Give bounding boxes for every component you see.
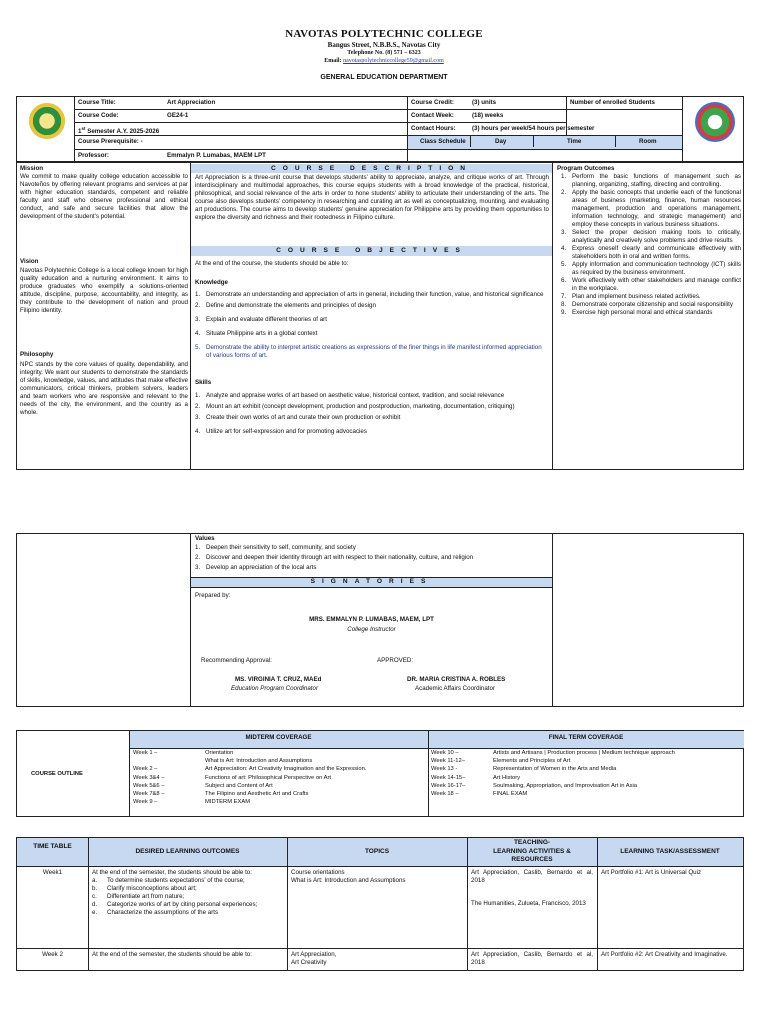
knowledge-item: 3. Explain and evaluate different theories of art [195, 316, 327, 323]
final-row: Week 16-17– Soulmaking, Appropriation, and Improvisation Art in Asia [431, 782, 638, 789]
values-heading: Values [195, 535, 215, 542]
program-outcomes-heading: Program Outcomes [557, 165, 615, 172]
knowledge-item: 1. Demonstrate an understanding and appreciation of arts in general, including their function, value, and historical significance [195, 291, 544, 298]
skills-list [195, 392, 547, 436]
college-telephone: Telephone No. (8) 571 – 6323 [347, 50, 421, 56]
final-row: Week 11-12– Elements and Principles of Art [431, 758, 571, 765]
week1-outcomes: At the end of the semester, the students should be able to: a. To determine students expectations' of the course; b. Clarify misconceptions about art; c. Differentiate art from nature; d. Categorize works of art by citing personal experiences; e. Characterize the assumptions of the arts [92, 869, 284, 917]
program-outcomes-list [561, 173, 741, 317]
course-credit: (3) units [472, 99, 497, 106]
values-item: 2. Discover and deepen their identity through art with respect to their nationality, culture, and religion [195, 554, 474, 561]
values-list [195, 544, 547, 572]
course-objectives-band: COURSE OBJECTIVES [191, 246, 552, 256]
course-title-label: Course Title: [78, 99, 116, 106]
week2-task: Art Portfolio #2: Art Creativity and Imaginative. [601, 951, 728, 958]
week2-label: Week 2 [42, 951, 63, 958]
contact-week-label: Contact Week: [411, 112, 454, 119]
knowledge-item: 4. Situate Philippine arts in a global context [195, 330, 318, 337]
values-item: 3. Develop an appreciation of the local arts [195, 564, 317, 571]
professor-label: Professor: [78, 152, 109, 159]
midterm-row: Week 7&8 – The Filipino and Aesthetic Art and Crafts [133, 791, 309, 798]
professor-name: Emmalyn P. Lumabas, MAEM LPT [167, 152, 266, 159]
approver-role: Academic Affairs Coordinator [415, 685, 496, 692]
contact-hours-label: Contact Hours: [411, 125, 456, 132]
week1-resource: Art Appreciation, Caslib, Bernardo et al, 2018 [471, 869, 593, 884]
learning-plan-table [16, 837, 744, 971]
contact-week: (18) weeks [472, 112, 504, 119]
week2-topic: Art Appreciation, [291, 951, 337, 958]
outcome-item: 5. Apply information and communication technology (ICT) skills as required by the business environment. [561, 261, 741, 276]
objectives-intro: At the end of the course, the students should be able to: [195, 260, 349, 267]
schedule-time-header: Time [567, 138, 582, 145]
final-row: Week 14-15– Art History [431, 774, 521, 781]
course-title: Art Appreciation [167, 99, 216, 106]
city-seal-icon [695, 102, 735, 142]
knowledge-item: 2. Define and demonstrate the elements and principles of design [195, 302, 376, 309]
college-email [0, 58, 768, 64]
outcome-item: 6. Work effectively with other stakeholders and manage conflict in the workplace. [561, 277, 741, 292]
outcome-row: a. To determine students expectations' of the course; [92, 877, 245, 884]
vision-text: Navotas Polytechnic College is a local college known for high quality education and a nurturing environment. It aims to produce graduates who exemplify a solutions-oriented attitude, discipline, purpose, accountability, and integrity, as they contribute to the development of nation and proud Filipino identity. [20, 267, 188, 314]
course-code-label: Course Code: [78, 112, 119, 119]
course-outline-table [16, 730, 744, 817]
final-row: Week 10 – Artists and Artisans | Production process | Medium technique approach [431, 750, 675, 756]
skills-item: 1. Analyze and appraise works of art based on aesthetic value, historical context, tradition, and social relevance [195, 392, 505, 399]
week1-task: Art Portfolio #1: Art is Universal Quiz [601, 869, 702, 876]
philosophy-text: NPC stands by the core values of quality, dependability, and integrity. We want our students to demonstrate the standards of skills, knowledge, values, and attitudes that make effective communicators, critical thinkers, problem solvers, leaders and team workers who are responsive and relevant to the needs of the city, the environment, and the country as a whole. [20, 361, 188, 416]
skills-heading: Skills [195, 379, 212, 386]
department-title: GENERAL EDUCATION DEPARTMENT [320, 74, 448, 81]
time-table-header: TIME TABLE [33, 843, 72, 850]
week2-topic: Art Creativity [291, 959, 327, 966]
class-schedule-label: Class Schedule [420, 138, 466, 145]
schedule-room-header: Room [639, 138, 657, 145]
email-label: Email: [324, 58, 342, 64]
week1-topic: What is Art: Introduction and Assumptions [291, 877, 406, 884]
recommender-name: MS. VIRGINIA T. CRUZ, MAEd [235, 676, 322, 683]
week1-resource: The Humanities, Zulueta, Francisco, 2013 [471, 900, 586, 907]
final-list [431, 749, 741, 798]
outcome-row: b. Clarify misconceptions about art; [92, 885, 197, 892]
college-seal-icon [29, 103, 65, 139]
outcome-item: 8. Demonstrate corporate citizenship and social responsibility [561, 301, 733, 308]
college-address: Bangus Street, N.B.B.S., Navotas City [327, 41, 441, 49]
outcome-item: 1. Perform the basic functions of management such as planning, organizing, staffing, directing and controlling. [561, 173, 741, 188]
outcome-item: 4. Express oneself clearly and communicate effectively with stakeholders both in oral and written forms. [561, 245, 741, 260]
preparer-name: MRS. EMMALYN P. LUMABAS, MAEM, LPT [309, 616, 434, 623]
knowledge-heading: Knowledge [195, 279, 229, 286]
task-header: LEARNING TASK/ASSESSMENT [620, 848, 720, 855]
outcome-item: 7. Plan and implement business related activities. [561, 293, 701, 300]
philosophy-heading: Philosophy [20, 351, 54, 358]
email-link[interactable]: navotaspolytechniccollege59@gmail.com [343, 58, 444, 64]
course-code: GE24-1 [167, 112, 189, 119]
recommending-approval-label: Recommending Approval: [201, 657, 272, 664]
outcome-row: e. Characterize the assumptions of the arts [92, 909, 219, 916]
course-description-band: COURSE DESCRIPTION [191, 164, 552, 173]
preparer-role: College Instructor [347, 626, 396, 633]
knowledge-item: 5. Demonstrate the ability to interpret artistic creations as expressions of the finer things in life manifest informed appreciation of various forms of art. [195, 344, 542, 359]
signatories-band: SIGNATORIES [191, 577, 552, 587]
contact-hours: (3) hours per week/54 hours per semester [472, 125, 595, 132]
vision-heading: Vision [20, 258, 39, 265]
mission-text: We commit to make quality college education accessible to Navoteños by offering relevant programs and services at par with higher education standards, competent and reliable faculty and staff who observe professional and ethical conduct, and safe and secure facilities that allow the development of the student's potential. [20, 173, 188, 220]
knowledge-list [195, 291, 547, 360]
midterm-row: What is Art: Introduction and Assumptions [205, 758, 313, 765]
midterm-row: Week 3&4 – Functions of art: Philosophical Perspective on Art [133, 774, 331, 781]
outcome-row: d. Categorize works of art by citing personal experiences; [92, 901, 258, 908]
enrolled-students-label: Number of enrolled Students [570, 99, 655, 106]
topics-header: TOPICS [364, 848, 390, 855]
course-description-section [16, 162, 744, 470]
final-coverage-heading: FINAL TERM COVERAGE [548, 734, 624, 741]
mission-heading: Mission [20, 165, 44, 172]
course-info-table [16, 96, 744, 162]
semester: 1st Semester A.Y. 2025-2026 [78, 126, 160, 136]
skills-item: 4. Utilize art for self-expression and for promoting advocacies [195, 428, 367, 435]
values-item: 1. Deepen their sensitivity to self, community, and society [195, 544, 356, 551]
midterm-row: Week 9 – MIDTERM EXAM [133, 799, 251, 806]
midterm-row: Week 1 – Orientation [133, 750, 234, 756]
course-prerequisite: Course Prerequisite: - [78, 138, 143, 145]
midterm-list [133, 749, 425, 806]
prepared-by-label: Prepared by: [195, 592, 231, 599]
resources-header: TEACHING- LEARNING ACTIVITIES & RESOURCES [493, 839, 571, 863]
outcomes-header: DESIRED LEARNING OUTCOMES [135, 848, 240, 855]
outcome-item: 3. Select the proper decision making tools to critically, analytically and creatively solve problems and drive results [561, 229, 741, 244]
schedule-day-header: Day [495, 138, 507, 145]
midterm-coverage-heading: MIDTERM COVERAGE [245, 734, 312, 741]
week2-resource: Art Appreciation, Caslib, Bernardo et al, 2018 [471, 951, 593, 966]
final-row: Week 13 - Representation of Women in the Arts and Media [431, 766, 617, 773]
course-outline-label: COURSE OUTLINE [31, 771, 83, 777]
course-credit-label: Course Credit: [411, 99, 454, 106]
approver-name: DR. MARIA CRISTINA A. ROBLES [407, 676, 506, 683]
outcome-row: c. Differentiate art from nature; [92, 893, 185, 900]
course-description-text: Art Appreciation is a three-unit course that develops students' ability to appreciate, analyze, and critique works of art. Through interdisciplinary and multimodal approaches, this course equips students with a broad knowledge of the practical, historical, philosophical, and social relevance of the arts in order to hone students' ability to articulate their understanding of the arts. The course also develops students' competency in researching and curating art as well as conceptualizing, mounting, and evaluating art productions. The course aims to develop students' genuine appreciation for Philippine arts by providing them opportunities to explore the diversity and richness and their rootedness in Filipino culture. [195, 174, 549, 221]
midterm-row: Week 5&6 – Subject and Content of Art [133, 782, 273, 789]
skills-item: 3. Create their own works of art and curate their own production or exhibit [195, 414, 401, 421]
outcome-item: 2. Apply the basic concepts that underlie each of the functional areas of business (marketing, finance, human resources management, production and operations management, information technology, and strategic management) and employ these concepts in various business situations. [561, 189, 741, 228]
college-name: NAVOTAS POLYTECHNIC COLLEGE [285, 28, 483, 40]
outcome-item: 9. Exercise high personal moral and ethical standards [561, 309, 713, 316]
week1-label: Week1 [42, 869, 63, 876]
week1-topic: Course orientations [291, 869, 345, 876]
approved-label: APPROVED: [377, 657, 414, 664]
final-row: Week 18 – FINAL EXAM [431, 791, 528, 798]
skills-item: 2. Mount an art exhibit (concept development, production and postproduction, marketing, documentation, critiquing) [195, 403, 515, 410]
recommender-role: Education Program Coordinator [231, 685, 319, 692]
midterm-row: Week 2 – Art Appreciation: Art Creativity Imagination and the Expression. [133, 766, 367, 773]
week2-outcomes: At the end of the semester, the students should be able to: [92, 951, 252, 958]
values-signatories-section [16, 533, 744, 707]
